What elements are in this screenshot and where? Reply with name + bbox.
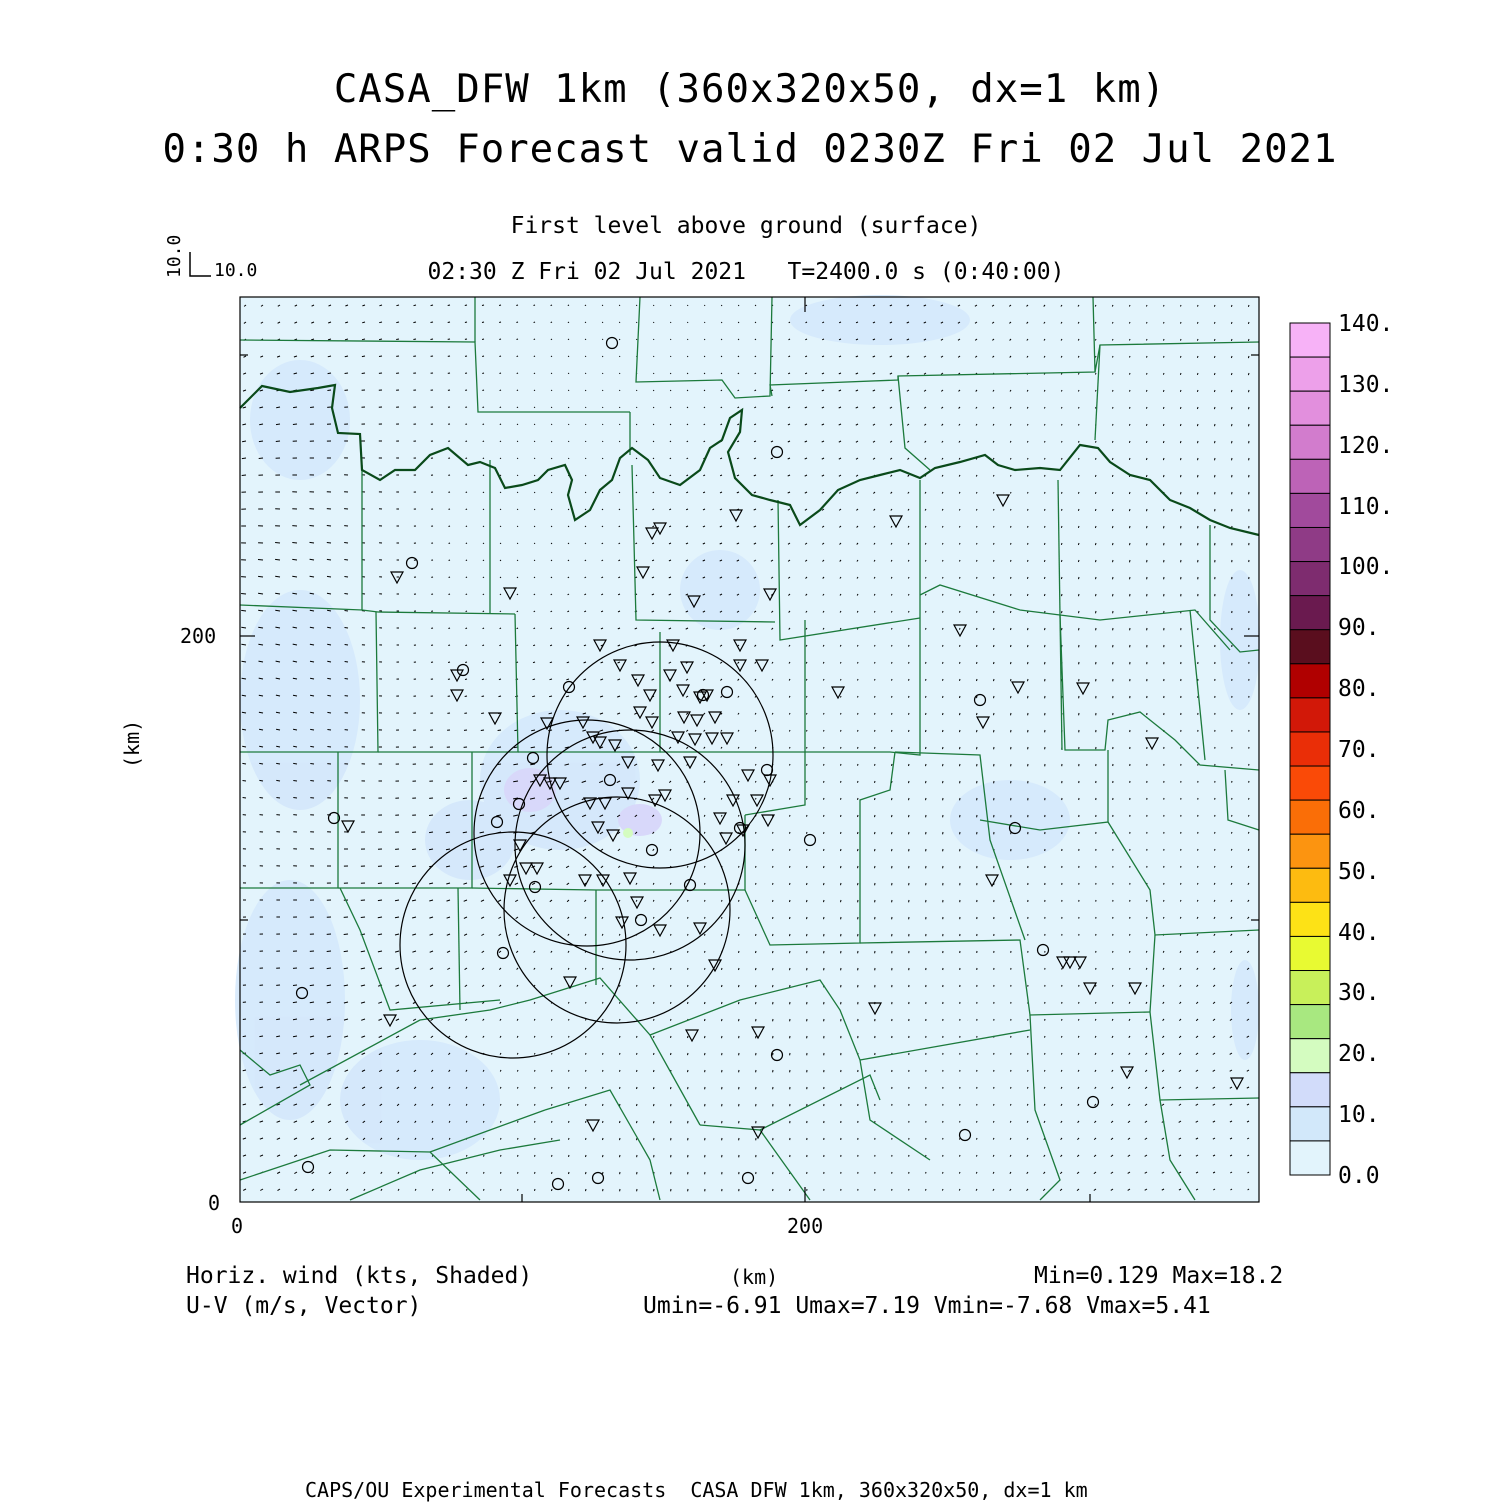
colorbar-swatch	[1290, 1073, 1330, 1107]
colorbar-swatch	[1290, 527, 1330, 561]
colorbar-swatch	[1290, 732, 1330, 766]
colorbar-label: 90.	[1338, 617, 1380, 640]
colorbar-label: 110.	[1338, 496, 1393, 519]
reference-vector-u-label: 10.0	[214, 262, 257, 280]
level-subtitle: First level above ground (surface)	[0, 215, 1492, 238]
colorbar-swatch	[1290, 766, 1330, 800]
colorbar-swatch	[1290, 834, 1330, 868]
colorbar-swatch	[1290, 698, 1330, 732]
colorbar-swatch	[1290, 1005, 1330, 1039]
field-vector-label: U-V (m/s, Vector)	[186, 1295, 421, 1318]
colorbar-swatch	[1290, 357, 1330, 391]
colorbar-label: 120.	[1338, 435, 1393, 458]
colorbar-swatch	[1290, 323, 1330, 357]
colorbar-swatch	[1290, 459, 1330, 493]
colorbar-label: 70.	[1338, 739, 1380, 762]
colorbar-swatch	[1290, 425, 1330, 459]
colorbar-swatch	[1290, 630, 1330, 664]
colorbar-label: 140.	[1338, 313, 1393, 336]
main-title: CASA_DFW 1km (360x320x50, dx=1 km)	[0, 70, 1500, 109]
colorbar-swatch	[1290, 664, 1330, 698]
valid-time-subtitle: 02:30 Z Fri 02 Jul 2021 T=2400.0 s (0:40:00)	[0, 261, 1492, 284]
colorbar-swatch	[1290, 596, 1330, 630]
colorbar-label: 10.	[1338, 1104, 1380, 1127]
colorbar-label: 130.	[1338, 374, 1393, 397]
wind-speed-peak	[623, 828, 633, 838]
colorbar	[1290, 323, 1330, 1175]
colorbar-label: 20.	[1338, 1043, 1380, 1066]
reference-vector-glyph	[190, 252, 211, 276]
colorbar-swatch	[1290, 391, 1330, 425]
colorbar-label: 100.	[1338, 556, 1393, 579]
x-tick-200: 200	[787, 1216, 823, 1236]
forecast-title: 0:30 h ARPS Forecast valid 0230Z Fri 02 Jul 2021	[0, 130, 1500, 169]
colorbar-label: 30.	[1338, 982, 1380, 1005]
colorbar-label: 60.	[1338, 800, 1380, 823]
field-shaded-label: Horiz. wind (kts, Shaded)	[186, 1265, 532, 1288]
credit-line: CAPS/OU Experimental Forecasts CASA DFW 1km, 360x320x50, dx=1 km	[305, 1480, 1088, 1500]
colorbar-label: 50.	[1338, 861, 1380, 884]
reference-vector-v-label: 10.0	[166, 235, 184, 278]
y-tick-0: 0	[208, 1193, 220, 1213]
min-max-readout: Min=0.129 Max=18.2	[1034, 1265, 1283, 1288]
colorbar-swatch	[1290, 800, 1330, 834]
x-tick-0: 0	[231, 1216, 243, 1236]
colorbar-label: 40.	[1338, 922, 1380, 945]
colorbar-label: 80.	[1338, 678, 1380, 701]
uv-stats-readout: Umin=-6.91 Umax=7.19 Vmin=-7.68 Vmax=5.41	[643, 1295, 1211, 1318]
colorbar-swatch	[1290, 562, 1330, 596]
colorbar-swatch	[1290, 902, 1330, 936]
colorbar-swatch	[1290, 971, 1330, 1005]
colorbar-swatch	[1290, 1141, 1330, 1175]
colorbar-swatch	[1290, 936, 1330, 970]
colorbar-swatch	[1290, 493, 1330, 527]
x-axis-label: (km)	[730, 1267, 778, 1287]
colorbar-swatch	[1290, 1039, 1330, 1073]
y-axis-label: (km)	[122, 720, 142, 768]
colorbar-swatch	[1290, 868, 1330, 902]
colorbar-swatch	[1290, 1107, 1330, 1141]
colorbar-label: 0.0	[1338, 1165, 1380, 1188]
y-tick-200: 200	[180, 626, 216, 646]
